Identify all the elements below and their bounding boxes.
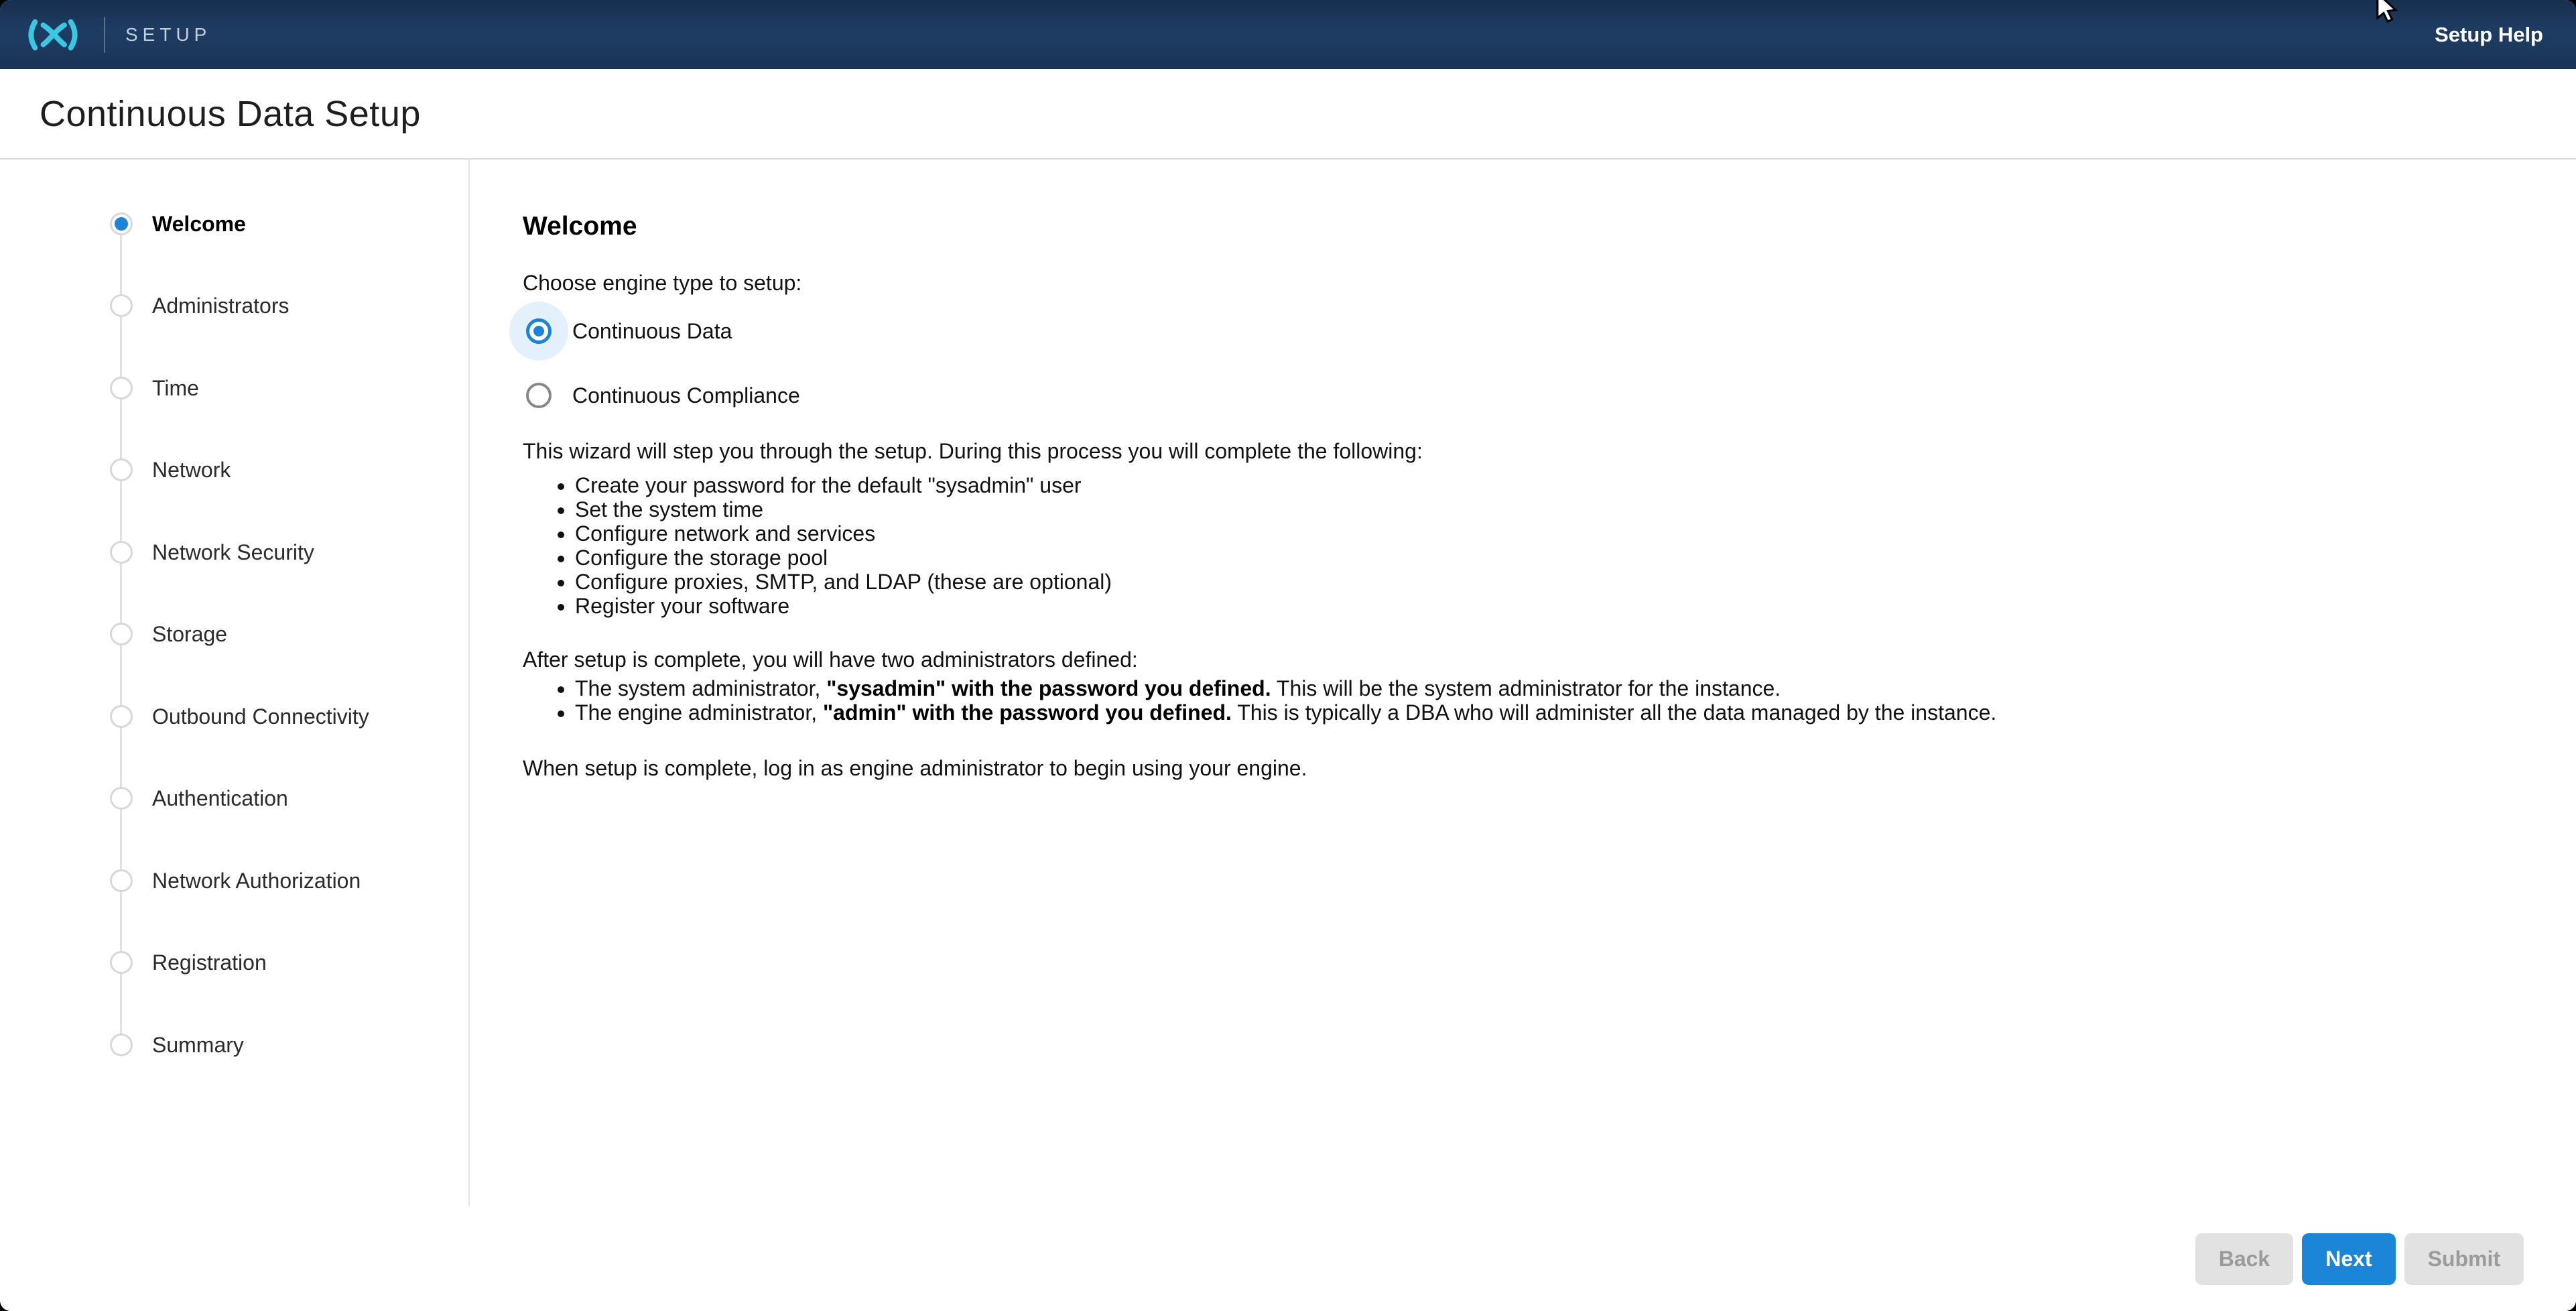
step-circle-icon bbox=[110, 1034, 133, 1056]
radio-halo[interactable] bbox=[509, 302, 568, 361]
step-label: Administrators bbox=[152, 293, 289, 318]
stepper-item-outbound-connectivity[interactable] bbox=[110, 704, 369, 729]
stepper-item-summary[interactable] bbox=[110, 1033, 244, 1057]
step-label: Network Security bbox=[152, 540, 314, 564]
topbar-divider bbox=[104, 17, 105, 53]
list-item: • The engine administrator, "admin" with the password you defined. This is typically a DBA who will administer all the data managed by the instance. bbox=[575, 700, 2536, 725]
product-label: SETUP bbox=[125, 23, 212, 45]
setup-help-link[interactable]: Setup Help bbox=[2435, 22, 2543, 46]
radio-option-continuous-compliance[interactable] bbox=[523, 363, 2536, 428]
choose-engine-prompt: Choose engine type to setup: bbox=[523, 271, 802, 295]
list-item: • The system administrator, "sysadmin" with the password you defined. This will be the system administrator for the instance. bbox=[575, 676, 2536, 700]
stepper-item-administrators[interactable] bbox=[110, 294, 289, 318]
stepper-item-time[interactable] bbox=[110, 376, 199, 400]
radio-halo[interactable] bbox=[509, 366, 568, 425]
stepper-item-network[interactable] bbox=[110, 458, 231, 482]
step-circle-icon bbox=[110, 951, 133, 974]
section-heading: Welcome bbox=[523, 212, 637, 241]
list-item: • Set the system time bbox=[575, 497, 2536, 521]
step-circle-icon bbox=[110, 705, 133, 728]
step-label: Network Authorization bbox=[152, 868, 361, 893]
wizard-intro-text: This wizard will step you through the setup. During this process you will complete the following: bbox=[523, 439, 1423, 463]
step-label: Welcome bbox=[152, 211, 246, 236]
setup-steps-list bbox=[523, 473, 2536, 618]
list-item: • Configure network and services bbox=[575, 521, 2536, 546]
stepper-item-network-security[interactable] bbox=[110, 540, 314, 564]
step-circle-icon bbox=[110, 541, 133, 564]
radio-selected-icon[interactable] bbox=[526, 318, 552, 344]
step-label: Time bbox=[152, 375, 199, 400]
step-circle-icon bbox=[110, 787, 133, 810]
step-label: Outbound Connectivity bbox=[152, 704, 369, 729]
wizard-stepper bbox=[0, 160, 470, 1206]
content-row bbox=[0, 160, 2576, 1206]
step-label: Network bbox=[152, 457, 231, 482]
top-bar bbox=[0, 0, 2576, 69]
radio-label[interactable]: Continuous Compliance bbox=[572, 383, 800, 408]
list-item: • Create your password for the default "sysadmin" user bbox=[575, 473, 2536, 497]
step-label: Storage bbox=[152, 621, 228, 646]
delphix-logo-icon bbox=[22, 17, 84, 53]
page-title: Continuous Data Setup bbox=[40, 93, 421, 134]
submit-button[interactable]: Submit bbox=[2404, 1233, 2524, 1285]
radio-label[interactable]: Continuous Data bbox=[572, 318, 732, 343]
step-label: Registration bbox=[152, 950, 267, 975]
step-circle-icon bbox=[110, 623, 133, 645]
list-item: • Configure proxies, SMTP, and LDAP (these are optional) bbox=[575, 570, 2536, 594]
closing-text: When setup is complete, log in as engine administrator to begin using your engine. bbox=[523, 756, 1307, 780]
admins-intro-text: After setup is complete, you will have two administrators defined: bbox=[523, 647, 1138, 672]
step-circle-active-icon bbox=[110, 212, 133, 235]
list-item: • Configure the storage pool bbox=[575, 546, 2536, 570]
stepper-item-welcome[interactable] bbox=[110, 212, 246, 236]
step-label: Summary bbox=[152, 1032, 244, 1057]
step-circle-icon bbox=[110, 377, 133, 399]
step-label: Authentication bbox=[152, 786, 288, 810]
stepper-item-authentication[interactable] bbox=[110, 786, 288, 810]
step-circle-icon bbox=[110, 869, 133, 892]
stepper-item-network-authorization[interactable] bbox=[110, 869, 361, 893]
list-item: • Register your software bbox=[575, 594, 2536, 618]
step-circle-icon bbox=[110, 294, 133, 317]
admins-list bbox=[523, 676, 2536, 725]
wizard-footer bbox=[0, 1206, 2576, 1311]
main-panel bbox=[470, 160, 2576, 1206]
back-button[interactable]: Back bbox=[2195, 1233, 2294, 1285]
page-header bbox=[0, 69, 2576, 160]
step-circle-icon bbox=[110, 458, 133, 481]
radio-option-continuous-data[interactable] bbox=[523, 299, 2536, 363]
stepper-item-storage[interactable] bbox=[110, 622, 227, 646]
stepper-item-registration[interactable] bbox=[110, 950, 267, 975]
radio-unselected-icon[interactable] bbox=[526, 383, 552, 408]
next-button[interactable]: Next bbox=[2302, 1233, 2395, 1285]
